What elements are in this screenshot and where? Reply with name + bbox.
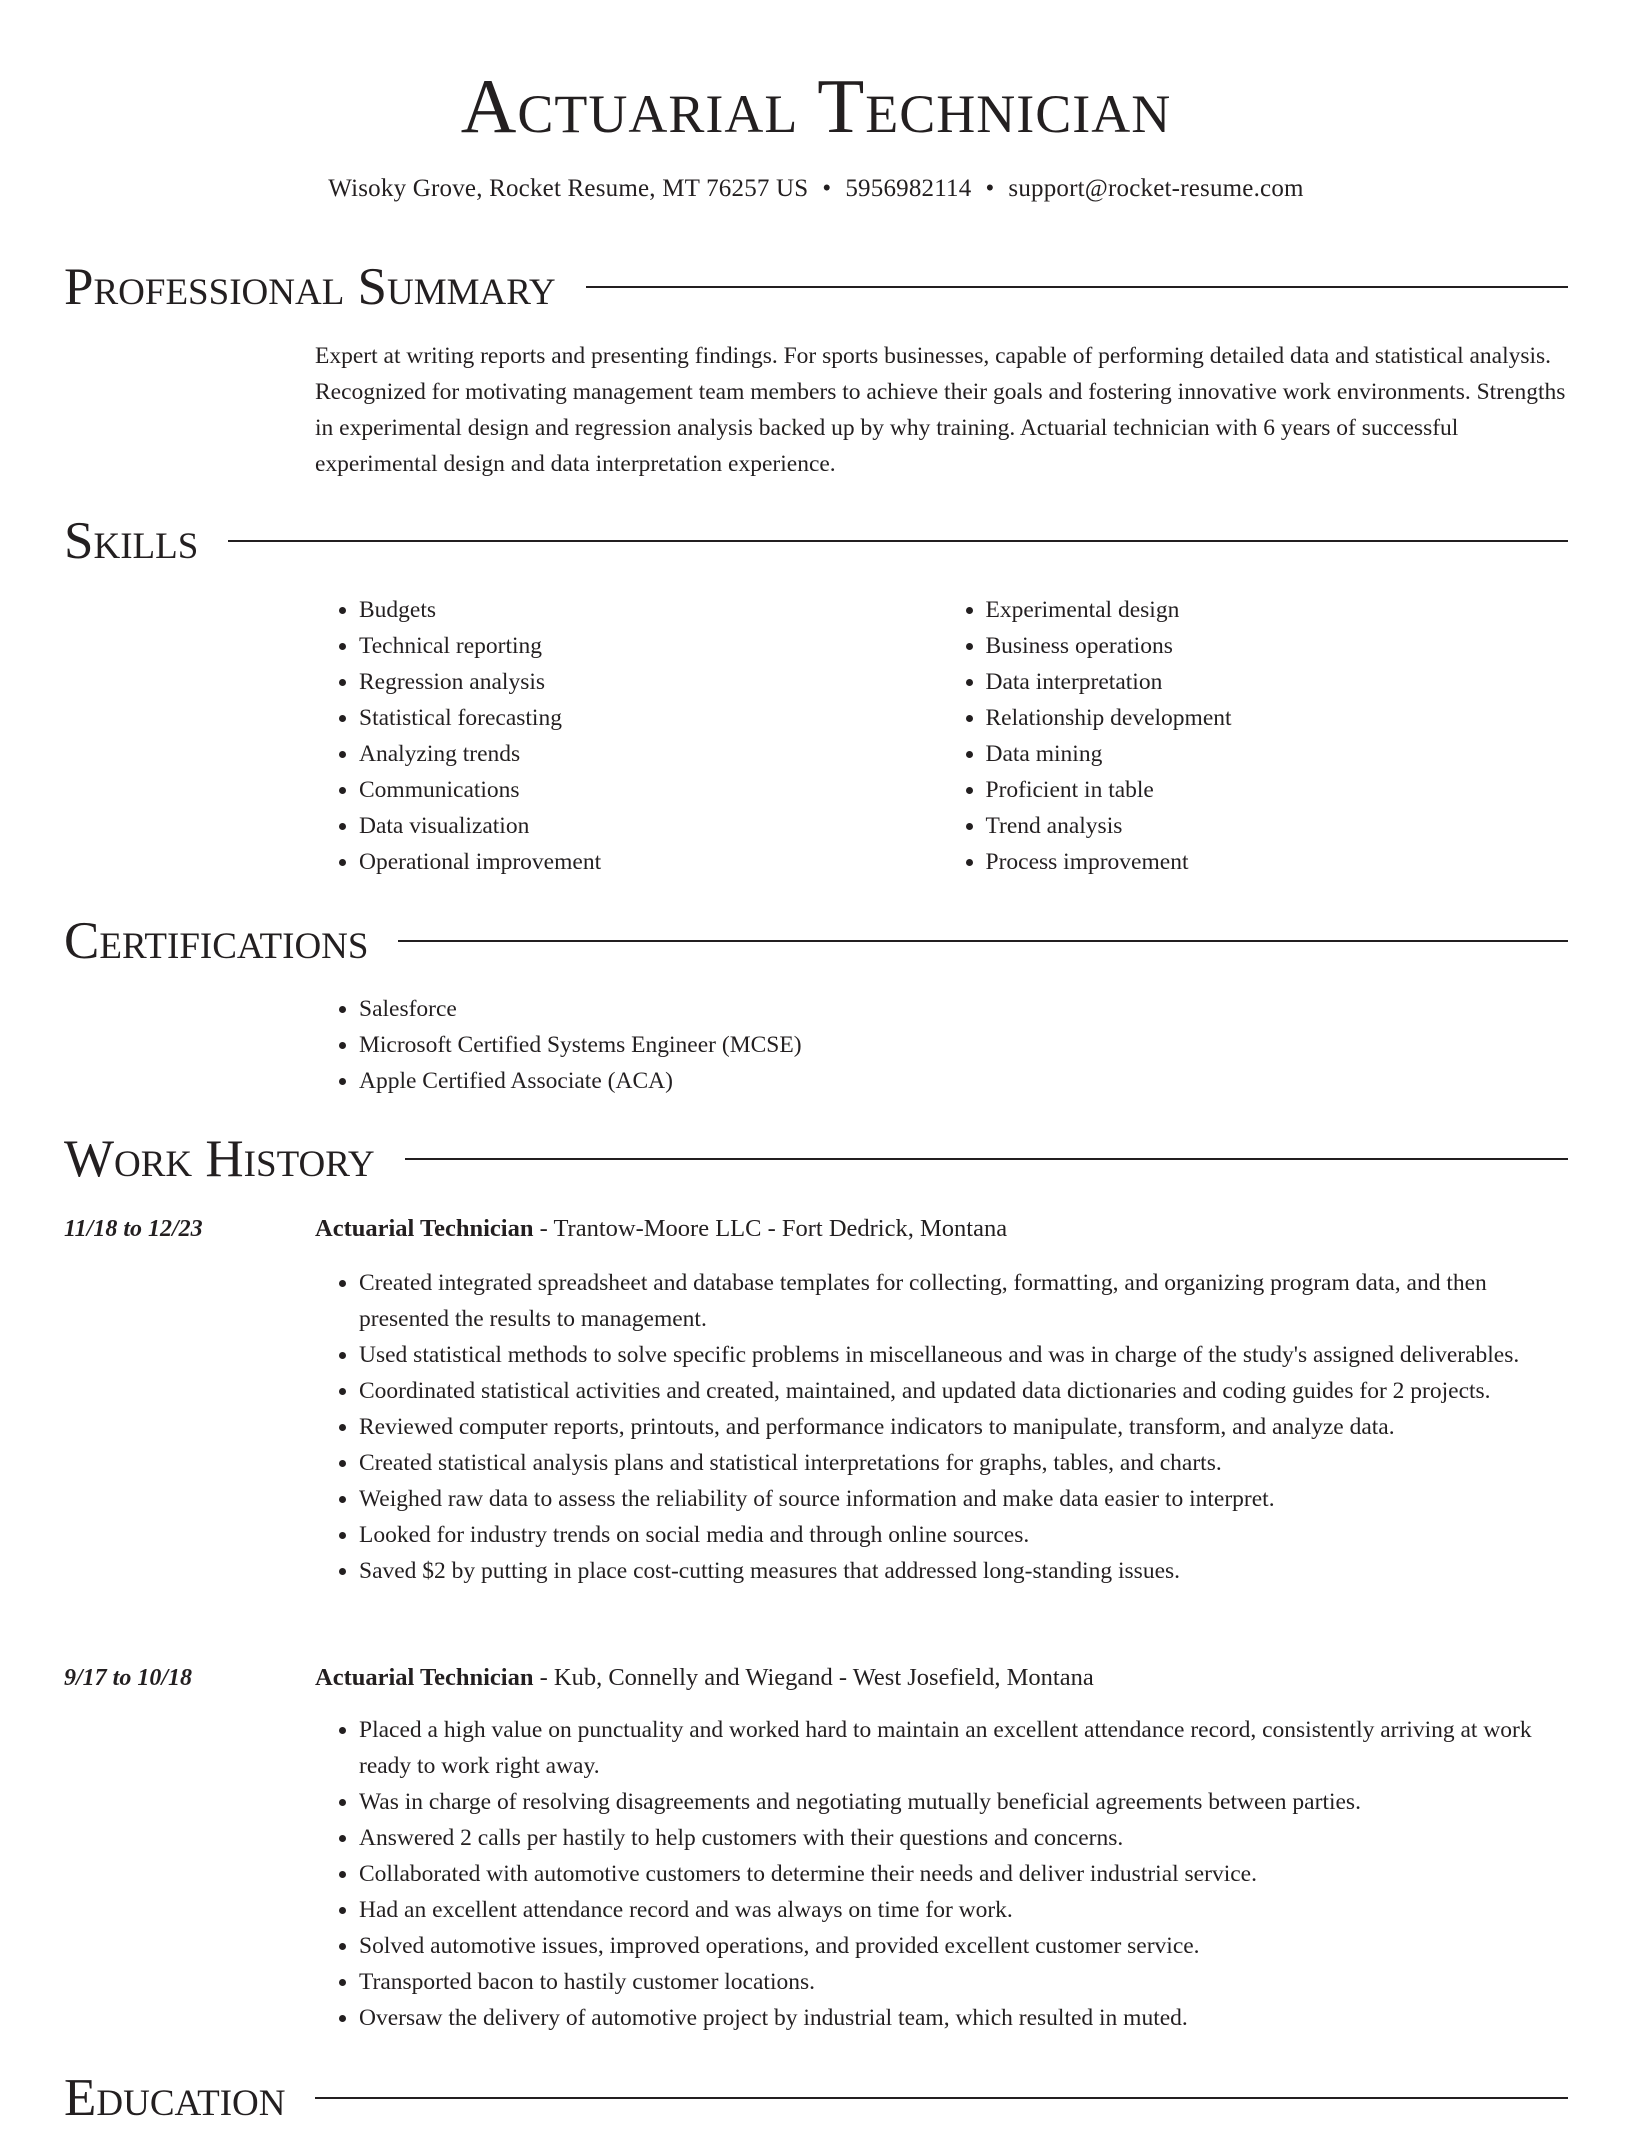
skills-list-left <box>315 592 942 880</box>
summary-body <box>315 338 1568 482</box>
contact-line <box>64 174 1568 204</box>
section-title: Skills <box>64 512 199 570</box>
list-item: • Reviewed computer reports, printouts, and performance indicators to manipulate, transform, and analyze data. <box>359 1409 1568 1445</box>
list-item: • Regression analysis <box>359 664 942 700</box>
list-item: • Data visualization <box>359 808 942 844</box>
certifications-body <box>315 991 1568 1099</box>
job-bullets <box>315 1712 1568 2036</box>
list-item: • Operational improvement <box>359 844 942 880</box>
list-item: • Used statistical methods to solve specific problems in miscellaneous and was in charge of the study's assigned deliverables. <box>359 1337 1568 1373</box>
list-item: • Oversaw the delivery of automotive project by industrial team, which resulted in muted. <box>359 2000 1568 2036</box>
summary-section-header <box>64 252 1568 322</box>
list-item: • Data interpretation <box>986 664 1569 700</box>
job-company: - Kub, Connelly and Wiegand - West Josefield, Montana <box>533 1664 1094 1691</box>
section-divider <box>228 540 1568 542</box>
list-item: • Had an excellent attendance record and was always on time for work. <box>359 1892 1568 1928</box>
job-title-line <box>315 1660 1568 1696</box>
section-divider <box>405 1158 1568 1160</box>
list-item: • Budgets <box>359 592 942 628</box>
section-title: Certifications <box>64 912 369 970</box>
list-item: • Communications <box>359 772 942 808</box>
list-item: • Collaborated with automotive customers to determine their needs and deliver industrial service. <box>359 1856 1568 1892</box>
job-title: Actuarial Technician <box>315 1664 534 1691</box>
list-item: • Experimental design <box>986 592 1569 628</box>
email: support@rocket-resume.com <box>1008 175 1304 202</box>
list-item: • Process improvement <box>986 844 1569 880</box>
job-company: - Trantow-Moore LLC - Fort Dedrick, Montana <box>533 1215 1008 1242</box>
list-item: • Trend analysis <box>986 808 1569 844</box>
work-section-header <box>64 1124 1568 1194</box>
list-item: • Looked for industry trends on social media and through online sources. <box>359 1517 1568 1553</box>
list-item: • Analyzing trends <box>359 736 942 772</box>
list-item: • Microsoft Certified Systems Engineer (MCSE) <box>359 1027 1568 1063</box>
skills-body <box>315 592 1568 880</box>
list-item: • Proficient in table <box>986 772 1569 808</box>
list-item: • Technical reporting <box>359 628 942 664</box>
list-item: • Answered 2 calls per hastily to help customers with their questions and concerns. <box>359 1820 1568 1856</box>
list-item: • Saved $2 by putting in place cost-cutting measures that addressed long-standing issues. <box>359 1553 1568 1589</box>
address: Wisoky Grove, Rocket Resume, MT 76257 US <box>328 175 809 202</box>
list-item: • Relationship development <box>986 700 1569 736</box>
section-title: Professional Summary <box>64 258 556 316</box>
section-divider <box>315 2097 1568 2099</box>
list-item: • Transported bacon to hastily customer locations. <box>359 1964 1568 2000</box>
phone: 5956982114 <box>845 175 972 202</box>
section-divider <box>398 940 1568 942</box>
resume-page <box>64 0 1568 2127</box>
job-dates: 11/18 to 12/23 <box>64 1216 203 1242</box>
job-title-line <box>315 1211 1568 1247</box>
summary-text: Expert at writing reports and presenting findings. For sports businesses, capable of performing detailed data and statistical analysis. Recognized for motivating management team members to achieve their goals and fostering innovative work environments. Strengths in experimental design and regression analysis backed up by why training. Actuarial technician with 6 years of successful experimental design and data interpretation experience. <box>315 343 1566 477</box>
job-dates: 9/17 to 10/18 <box>64 1665 193 1691</box>
certifications-list <box>315 991 1568 1099</box>
separator: • <box>985 175 995 202</box>
list-item: • Placed a high value on punctuality and worked hard to maintain an excellent attendance record, consistently arriving at work ready to work right away. <box>359 1712 1568 1784</box>
candidate-name: Actuarial Technician <box>460 63 1172 149</box>
section-title: Education <box>64 2069 286 2127</box>
list-item: • Weighed raw data to assess the reliability of source information and make data easier to interpret. <box>359 1481 1568 1517</box>
list-item: • Solved automotive issues, improved operations, and provided excellent customer service. <box>359 1928 1568 1964</box>
skills-list-right <box>942 592 1569 880</box>
job-bullets <box>315 1265 1568 1589</box>
education-section-header <box>64 2063 1568 2133</box>
section-title: Work History <box>64 1130 375 1188</box>
list-item: • Created integrated spreadsheet and database templates for collecting, formatting, and organizing program data, and then presented the results to management. <box>359 1265 1568 1337</box>
list-item: • Salesforce <box>359 991 1568 1027</box>
list-item: • Business operations <box>986 628 1569 664</box>
job-title: Actuarial Technician <box>315 1215 534 1242</box>
list-item: • Statistical forecasting <box>359 700 942 736</box>
skills-grid <box>315 592 1568 880</box>
section-divider <box>586 286 1568 288</box>
list-item: • Apple Certified Associate (ACA) <box>359 1063 1568 1099</box>
list-item: • Was in charge of resolving disagreements and negotiating mutually beneficial agreements between parties. <box>359 1784 1568 1820</box>
separator: • <box>822 175 832 202</box>
list-item: • Coordinated statistical activities and created, maintained, and updated data dictionaries and coding guides for 2 projects. <box>359 1373 1568 1409</box>
skills-section-header <box>64 506 1568 576</box>
list-item: • Created statistical analysis plans and statistical interpretations for graphs, tables, and charts. <box>359 1445 1568 1481</box>
certifications-section-header <box>64 906 1568 976</box>
list-item: • Data mining <box>986 736 1569 772</box>
